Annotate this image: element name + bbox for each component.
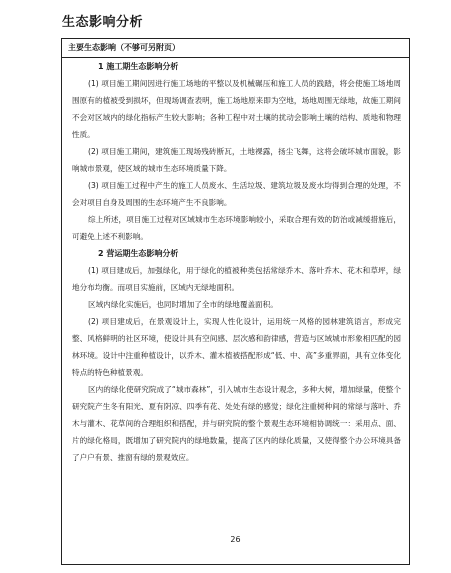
construction-summary: 综上所述，项目施工过程对区域城市生态环境影响较小，采取合理有效的防治或减缓措施后，可避免上述不利影响。 xyxy=(72,215,401,241)
box-content xyxy=(62,58,409,466)
box-heading: 主要生态影响（不够可另附页） xyxy=(62,39,409,58)
operation-paragraph: 区域内绿化实施后，也同时增加了全市的绿地覆盖面积。 xyxy=(88,300,278,309)
page-number: 26 xyxy=(230,535,241,544)
ecological-impact-box xyxy=(61,38,410,565)
construction-heading: 1 施工期生态影响分析 xyxy=(98,62,179,71)
operation-paragraph: (2) 项目建成后，在景观设计上，实现人性化设计，运用统一风格的园林建筑语言，形成完整、风格鲜明的社区环境，使设计具有空间感、层次感和韵律感，营造与区域城市形象相匹配的园林环境。设计中注重种植设计，以乔木、灌木植被搭配形成“低、中、高”多重界面，具有立体变化特点的特色种植景观。 xyxy=(72,317,401,377)
operation-heading: 2 营运期生态影响分析 xyxy=(98,249,179,258)
operation-paragraph: 区内的绿化使研究院成了“城市森林”，引入城市生态设计观念，多种大树，增加绿量，使整个研究院产生冬有阳光、夏有阴凉、四季有花、处处有绿的感觉；绿化注重树种间的常绿与落叶、乔木与灌木、花草间的合理组织和搭配，并与研究院的整个景观生态环境相协调统一：采用点、面、片的绿化格局，既增加了研究院内的绿地数量，提高了区内的绿化质量，又使得整个办公环境具备了户户有景、推窗有绿的景观效应。 xyxy=(72,385,401,462)
construction-paragraph: (3) 项目施工过程中产生的施工人员废水、生活垃圾、建筑垃圾及废水均得到合理的处理，不会对项目自身及周围的生态环境产生不良影响。 xyxy=(72,181,401,207)
construction-paragraph: (1) 项目施工期间因进行施工场地的平整以及机械碾压和施工人员的践踏，将会使施工场地周围原有的植被受到损坏，但现场调查表明，施工场地原来即为空地，场地周围无绿地，故施工期间不会对区域内的绿化指标产生较大影响；各种工程中对土壤的扰动会影响土壤的结构、质地和物理性质。 xyxy=(72,79,401,139)
section-title: 生态影响分析 xyxy=(62,15,144,30)
operation-paragraph: (1) 项目建成后，加强绿化，用于绿化的植被种类包括常绿乔木、落叶乔木、花木和草坪，绿地分布均衡。而项目实施前，区域内无绿地面积。 xyxy=(72,266,401,292)
construction-paragraph: (2) 项目施工期间，建筑施工现场残砖断瓦，土地裸露，扬尘飞舞，这将会破坏城市面貌，影响城市景观，使区域的城市生态环境质量下降。 xyxy=(72,147,401,173)
